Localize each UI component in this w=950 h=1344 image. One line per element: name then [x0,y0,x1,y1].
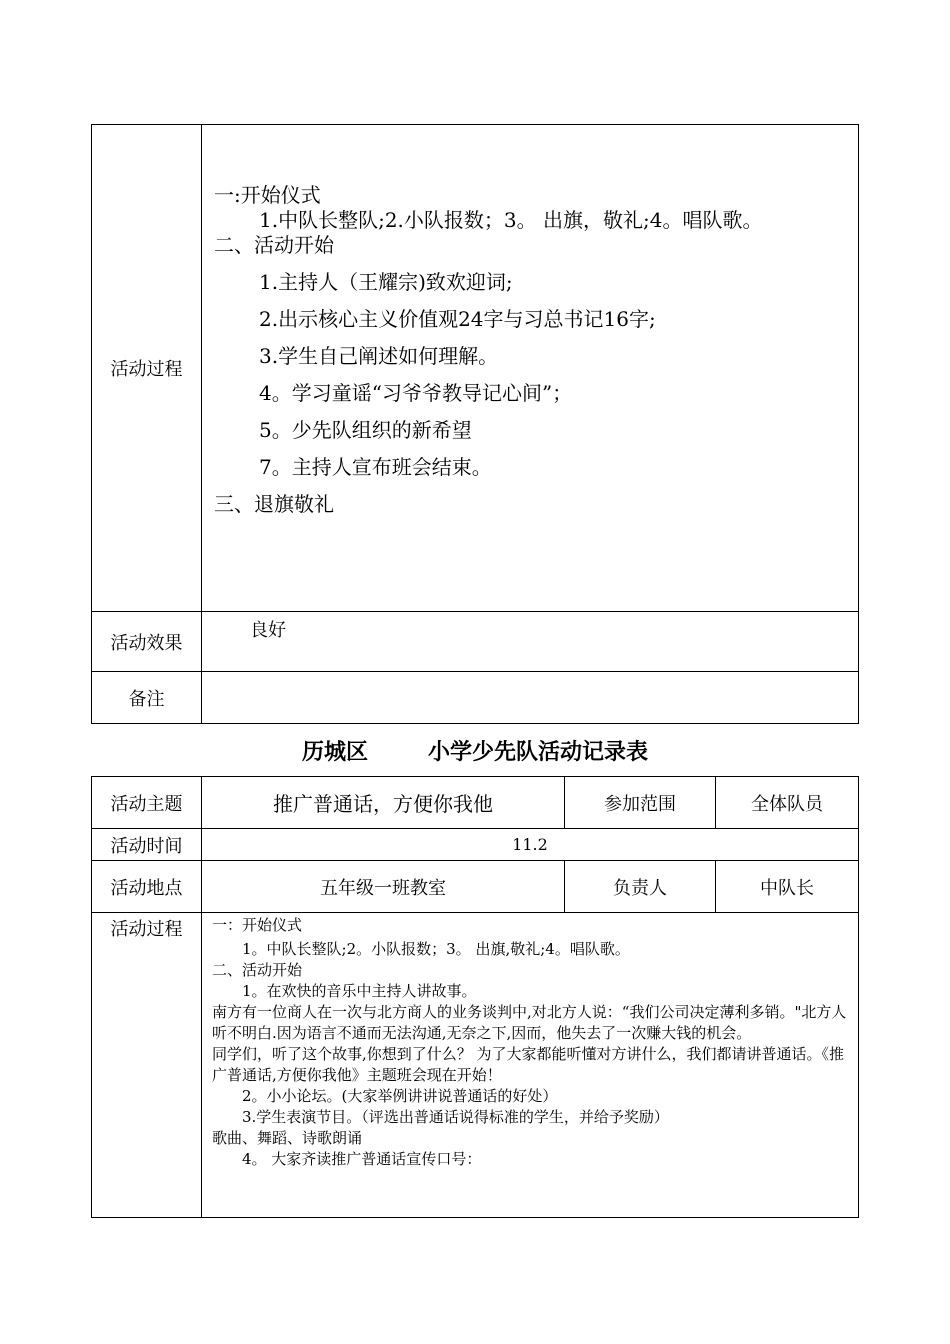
theme-value: 推广普通话，方便你我他 [202,777,565,829]
process-content [202,913,859,1218]
process-line: 歌曲、舞蹈、诗歌朗诵 [212,1129,363,1147]
process-line: 1。中队长整队;2。小队报数；3。 出旗,敬礼;4。唱队歌。 [242,940,630,958]
process-line: 4。 大家齐读推广普通话宣传口号： [242,1150,482,1168]
process-line: 南方有一位商人在一次与北方商人的业务谈判中,对北方人说：“我们公司决定薄利多销。"北方人听不明白.因为语言不通而无法沟通,无奈之下,因而，他失去了一次赚大钱的机会。 [212,1003,847,1042]
leader-value: 中队长 [716,861,859,913]
process-label: 活动过程 [92,125,202,612]
process-line: 1。在欢快的音乐中主持人讲故事。 [242,982,477,1000]
activity-table-2 [91,776,859,1218]
time-label: 活动时间 [92,829,202,861]
theme-label: 活动主题 [92,777,202,829]
scope-label: 参加范围 [565,777,716,829]
process-line: 5。少先队组织的新希望 [259,418,472,442]
time-value: 11.2 [202,829,859,861]
process-line: 3.学生自己阐述如何理解。 [259,344,499,368]
process-line: 三、退旗敬礼 [214,492,334,516]
form-title [0,738,950,768]
scope-value: 全体队员 [716,777,859,829]
effect-label: 活动效果 [92,612,202,672]
process-line: 一：开始仪式 [212,916,303,934]
process-line: 二、活动开始 [212,961,303,979]
process-line: 同学们，听了这个故事,你想到了什么？ 为了大家都能听懂对方讲什么，我们都请讲普通话。《推广普通话,方便你我他》主题班会现在开始！ [212,1045,845,1084]
note-value [202,672,859,724]
process-line: 3.学生表演节目。（评选出普通话说得标准的学生，并给予奖励） [242,1108,669,1126]
process-line: 二、活动开始 [214,233,334,257]
process-line: 2.出示核心主义价值观24字与习总书记16字; [259,307,656,331]
process-line: 7。主持人宣布班会结束。 [259,455,492,479]
activity-table-1 [91,124,859,724]
form-name: 小学少先队活动记录表 [428,740,649,765]
place-label: 活动地点 [92,861,202,913]
leader-label: 负责人 [565,861,716,913]
process-content [202,125,859,612]
process-line: 4。学习童谣“习爷爷教导记心间”； [259,381,573,405]
effect-value: 良好 [202,612,859,672]
district-name: 历城区 [301,740,368,765]
process-label: 活动过程 [92,913,202,1218]
process-line: 一:开始仪式 [214,183,321,207]
note-label: 备注 [92,672,202,724]
process-line: 1.中队长整队;2.小队报数；3。 出旗，敬礼;4。唱队歌。 [259,208,763,232]
process-line: 2。小小论坛。(大家举例讲讲说普通话的好处） [242,1087,558,1105]
place-value: 五年级一班教室 [202,861,565,913]
process-line: 1.主持人（王耀宗)致欢迎词; [259,270,513,294]
